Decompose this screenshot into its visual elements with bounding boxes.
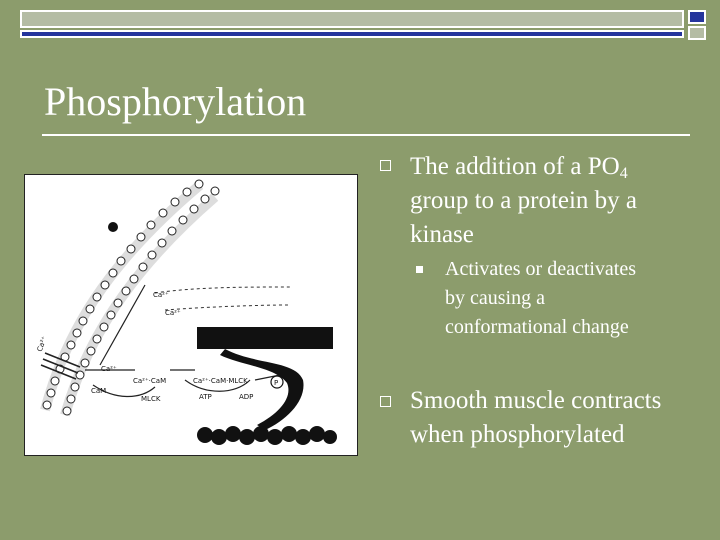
label-ca2-small: Ca²⁺ bbox=[101, 365, 117, 373]
diagram-svg bbox=[25, 175, 357, 455]
label-adp: ADP bbox=[239, 393, 254, 401]
label-ca2-top: Ca²⁺ bbox=[153, 291, 169, 299]
sub-bullet-line1: Activates or deactivates bbox=[445, 258, 637, 280]
channel-dot bbox=[108, 222, 118, 232]
bullet-marker-2 bbox=[380, 396, 391, 407]
membrane-bilayer bbox=[45, 185, 215, 415]
top-bar-accent-line bbox=[20, 30, 684, 38]
corner-box-top bbox=[688, 10, 706, 24]
bullet-1-text: The addition of a PO bbox=[410, 153, 620, 180]
sub-bullet-1 bbox=[445, 255, 705, 342]
bullet-2-line2: when phosphorylated bbox=[410, 421, 625, 448]
bullet-marker-1 bbox=[380, 160, 391, 171]
top-decorative-bar bbox=[20, 10, 684, 40]
bullet-1 bbox=[410, 150, 700, 252]
label-cam: CaM bbox=[91, 387, 107, 395]
slide-title: Phosphorylation bbox=[44, 79, 307, 124]
thick-filament-bar bbox=[197, 327, 333, 349]
bullet-2 bbox=[410, 384, 700, 452]
label-ca2-left: Ca²⁺ bbox=[35, 335, 49, 353]
signal-arrows bbox=[155, 287, 290, 310]
top-bar-fill bbox=[20, 10, 684, 28]
phosphorylation-diagram bbox=[24, 174, 358, 456]
corner-box-bottom bbox=[688, 26, 706, 40]
title-underline bbox=[42, 134, 690, 136]
label-ca-cam: Ca²⁺·CaM bbox=[133, 377, 167, 385]
label-mlck: MLCK bbox=[141, 395, 161, 403]
bullet-1-line3: kinase bbox=[410, 221, 474, 248]
actin-filament bbox=[197, 426, 337, 445]
sub-bullet-line3: conformational change bbox=[445, 316, 629, 338]
sub-bullet-marker bbox=[416, 266, 423, 273]
bullet-1-line2: group to a protein by a bbox=[410, 187, 638, 214]
label-atp: ATP bbox=[199, 393, 212, 401]
bullet-2-line1: Smooth muscle contracts bbox=[410, 387, 662, 414]
label-ca-cam-mlck: Ca²⁺·CaM·MLCK bbox=[193, 377, 248, 385]
label-ca2-mid: Ca²⁺ bbox=[165, 309, 181, 317]
sub-bullet-line2: by causing a bbox=[445, 287, 545, 309]
label-p: P bbox=[274, 379, 279, 387]
bullet-1-subscript: 4 bbox=[619, 165, 628, 182]
